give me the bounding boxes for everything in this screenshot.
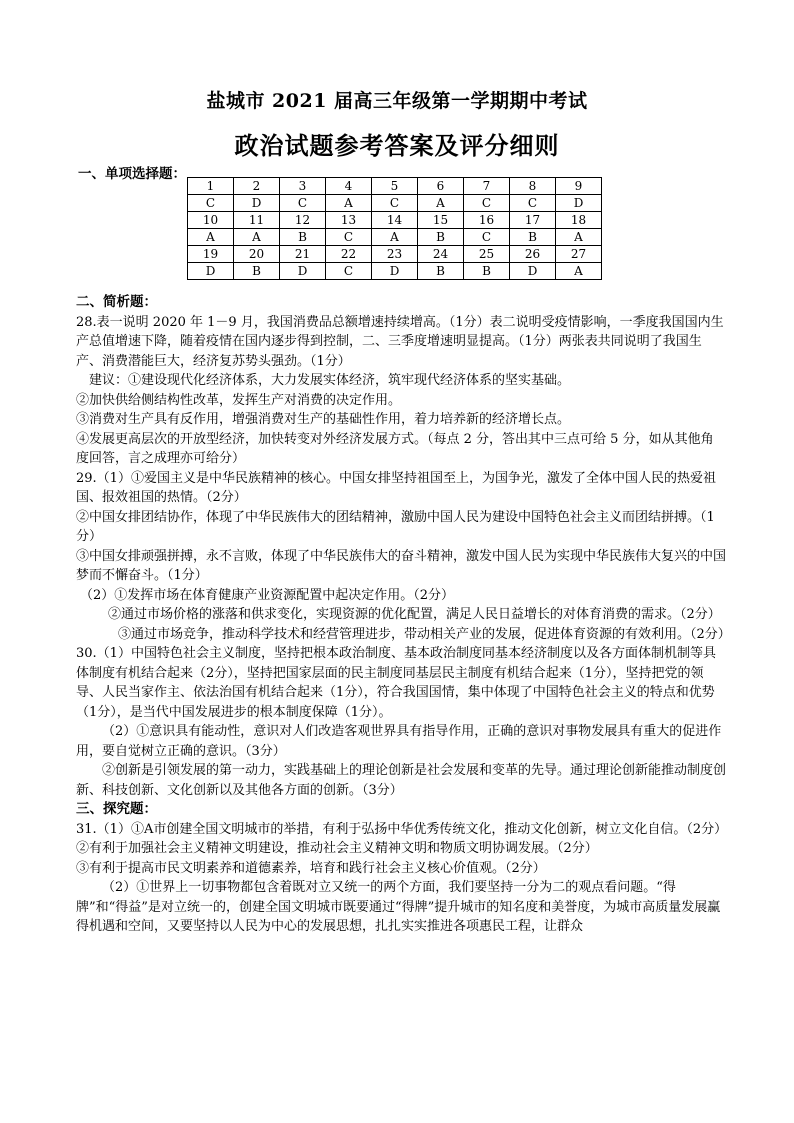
answer-table-row [188, 229, 602, 246]
answer-table-cell: A [556, 229, 602, 246]
exam-title: 盐城市 2021 届高三年级第一学期期中考试 [206, 90, 588, 112]
answer-table-cell: B [418, 229, 464, 246]
answer-table-row [188, 212, 602, 229]
section-heading-multiple-choice: 一、单项选择题： [78, 166, 186, 182]
answer-table-cell: A [326, 195, 372, 212]
answer-table-cell: C [326, 263, 372, 280]
answer-table-cell: B [234, 263, 280, 280]
answer-paragraph: ③消费对生产具有反作用，增强消费对生产的基础性作用，着力培养新的经济增长点。 [76, 412, 571, 427]
answer-table-cell: 7 [464, 178, 510, 195]
answer-table-cell: 12 [280, 212, 326, 229]
answer-table-cell: 24 [418, 246, 464, 263]
answer-table-cell: 14 [372, 212, 418, 229]
answer-table-cell: 25 [464, 246, 510, 263]
answer-table-cell: 15 [418, 212, 464, 229]
answer-table-cell: D [234, 195, 280, 212]
answer-table-cell: 4 [326, 178, 372, 195]
answer-table-cell: C [372, 195, 418, 212]
answer-table-cell: 26 [510, 246, 556, 263]
answer-paragraph: 28.表一说明 2020 年 1－9 月，我国消费品总额增速持续增高。（1分）表二说明受疫情影响，一季度我国国内生产总值增速下降，随着疫情在国内逐步得到控制，二、三季度增速明显提高。（1分）两张表共同说明了我国生产、消费潜能巨大，经济复苏势头强劲。（1分） [76, 314, 724, 369]
answer-paragraph: ②创新是引领发展的第一动力，实践基础上的理论创新是社会发展和变革的先导。通过理论创新能推动制度创新、科技创新、文化创新以及其他各方面的创新。（3分） [76, 763, 727, 798]
answer-table-cell: 1 [188, 178, 234, 195]
answer-table-cell: C [280, 195, 326, 212]
answer-table-cell: 22 [326, 246, 372, 263]
answer-paragraph: ③通过市场竞争，推动科学技术和经营管理进步，带动相关产业的发展，促进体育资源的有效利用。（2分） [118, 626, 731, 642]
answer-table-cell: 10 [188, 212, 234, 229]
answer-paragraph: ③有利于提高市民文明素养和道德素养，培育和践行社会主义核心价值观。（2分） [76, 860, 546, 876]
answer-table-cell: C [510, 195, 556, 212]
answer-table-cell: D [556, 195, 602, 212]
answer-table-cell: 17 [510, 212, 556, 229]
answer-paragraph: ②中国女排团结协作，体现了中华民族伟大的团结精神，激励中国人民为建设中国特色社会主义而团结拼搏。（1分） [76, 509, 715, 544]
answer-table-cell: A [556, 263, 602, 280]
answer-table-cell: 23 [372, 246, 418, 263]
answer-table-cell: 3 [280, 178, 326, 195]
answer-table-cell: 27 [556, 246, 602, 263]
answer-paragraph: ③中国女排顽强拼搏，永不言败，体现了中华民族伟大的奋斗精神，激发中国人民为实现中华民族伟大复兴的中国梦而不懈奋斗。（1分） [76, 548, 727, 583]
answer-table-row [188, 195, 602, 212]
answer-table-cell: 8 [510, 178, 556, 195]
answer-paragraph: （2）①世界上一切事物都包含着既对立又统一的两个方面，我们要坚持一分为二的观点看问题。“得牌”和“得益”是对立统一的，创建全国文明城市既要通过“得牌”提升城市的知名度和美誉度，为城市高质量发展赢得机遇和空间，又要坚持以人民为中心的发展思想，扎扎实实推进各项惠民工程，让群众 [76, 880, 721, 934]
answer-table-cell: A [418, 195, 464, 212]
answer-table-cell: C [464, 195, 510, 212]
answer-table-cell: C [188, 195, 234, 212]
answer-table-cell: B [418, 263, 464, 280]
answer-body [76, 293, 731, 937]
answer-paragraph: （2）①意识具有能动性，意识对人们改造客观世界具有指导作用，正确的意识对事物发展具有重大的促进作用，要自觉树立正确的意识。（3分） [76, 724, 722, 759]
answer-table-cell: 18 [556, 212, 602, 229]
answer-table-cell: 20 [234, 246, 280, 263]
answer-table-row [188, 178, 602, 195]
answer-table-cell: B [280, 229, 326, 246]
answer-paragraph: （2）①发挥市场在体育健康产业资源配置中起决定作用。（2分） [80, 587, 455, 603]
answer-paragraph: ②加快供给侧结构性改革，发挥生产对消费的决定作用。 [76, 392, 402, 408]
answer-table-cell: 9 [556, 178, 602, 195]
answer-table-cell: 13 [326, 212, 372, 229]
section-heading-short-analysis: 二、简析题： [76, 294, 157, 310]
answer-table-cell: 5 [372, 178, 418, 195]
answer-table-cell: D [188, 263, 234, 280]
answer-table-cell: D [280, 263, 326, 280]
answer-table-cell: A [372, 229, 418, 246]
answer-table-cell: B [510, 229, 556, 246]
answer-table-cell: C [464, 229, 510, 246]
answer-paragraph: 建议：①建设现代化经济体系，大力发展实体经济，筑牢现代经济体系的坚实基础。 [89, 373, 571, 388]
answer-table-cell: A [188, 229, 234, 246]
answer-table-cell: 16 [464, 212, 510, 229]
answer-paragraph: ②通过市场价格的涨落和供求变化，实现资源的优化配置，满足人民日益增长的对体育消费的需求。（2分） [108, 607, 721, 622]
answer-table-cell: B [464, 263, 510, 280]
answer-paragraph: 30.（1）中国特色社会主义制度，坚持把根本政治制度、基本政治制度同基本经济制度以及各方面体制机制等具体制度有机结合起来（2分），坚持把国家层面的民主制度同基层民主制度有机结合起来（1分），坚持把党的领导、人民当家作主、依法治国有机结合起来（1分），符合我国国情，集中体现了中国特色社会主义的特点和优势（1分），是当代中国发展进步的根本制度保障（1分）。 [76, 646, 716, 720]
section-heading-inquiry: 三、探究题： [76, 801, 157, 817]
answer-table-cell: 2 [234, 178, 280, 195]
answer-table [187, 177, 602, 280]
answer-table-cell: 21 [280, 246, 326, 263]
answer-table-cell: D [510, 263, 556, 280]
answer-key-title: 政治试题参考答案及评分细则 [234, 131, 560, 160]
answer-paragraph: 31.（1）①A市创建全国文明城市的举措，有利于弘扬中华优秀传统文化，推动文化创新，树立文化自信。（2分） [76, 821, 728, 837]
answer-paragraph: ④发展更高层次的开放型经济，加快转变对外经济发展方式。（每点 2 分，答出其中三点可给 5 分，如从其他角度回答，言之成理亦可给分） [76, 431, 714, 466]
answer-table-row [188, 246, 602, 263]
answer-table-cell: 11 [234, 212, 280, 229]
answer-table-cell: C [326, 229, 372, 246]
answer-table-cell: A [234, 229, 280, 246]
answer-table-cell: D [372, 263, 418, 280]
answer-table-row [188, 263, 602, 280]
answer-paragraph: ②有利于加强社会主义精神文明建设，推动社会主义精神文明和物质文明协调发展。（2分） [76, 841, 598, 856]
answer-table-cell: 19 [188, 246, 234, 263]
answer-table-cell: 6 [418, 178, 464, 195]
answer-paragraph: 29.（1）①爱国主义是中华民族精神的核心。中国女排坚持祖国至上，为国争光，激发了全体中国人民的热爱祖国、报效祖国的热情。（2分） [76, 470, 716, 505]
